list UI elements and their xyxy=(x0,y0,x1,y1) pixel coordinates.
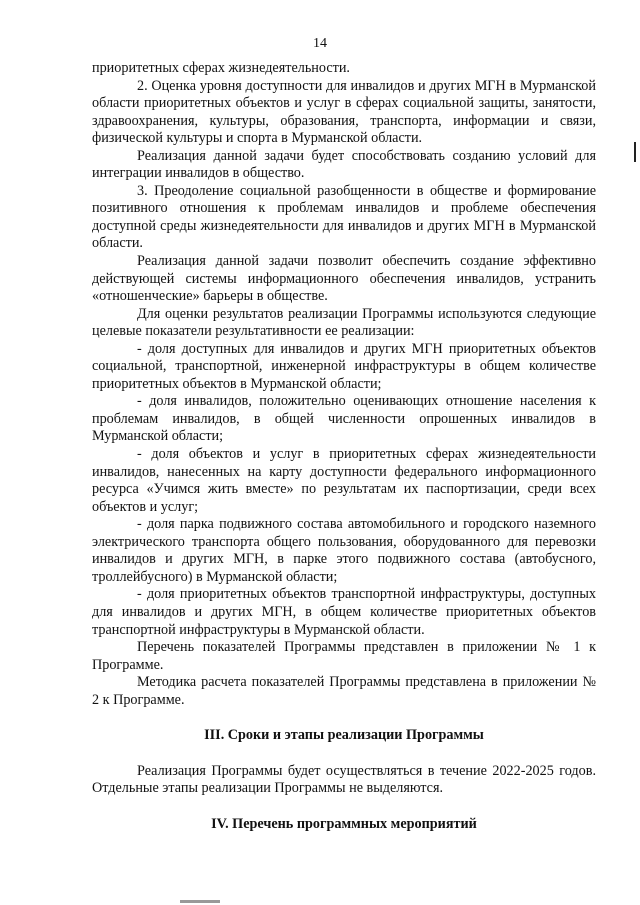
paragraph-task-3-result: Реализация данной задачи позволит обеспечить создание эффективно действующей системы информационного обеспечения инвалидов, устранить «отношенческие» барьеры в обществе. xyxy=(92,253,596,305)
indicator-item-4: - доля парка подвижного состава автомобильного и городского наземного электрического транспорта общего пользования, оборудованного для перевозки инвалидов и других МГН, в парке этого подвижного состава (автобусного, троллейбусного) в Мурманской области; xyxy=(92,516,596,585)
page-number: 14 xyxy=(313,36,327,51)
margin-mark xyxy=(634,142,636,162)
section-3-heading: III. Сроки и этапы реализации Программы xyxy=(204,727,484,744)
section-4-heading: IV. Перечень программных мероприятий xyxy=(211,815,477,832)
indicator-item-1: - доля доступных для инвалидов и других МГН приоритетных объектов социальной, транспортной, инженерной инфраструктуры в общем количестве приоритетных объектов в Мурманской области; xyxy=(92,340,596,392)
indicator-item-2: - доля инвалидов, положительно оценивающих отношение населения к проблемам инвалидов, в общей численности опрошенных инвалидов в Мурманской области; xyxy=(92,393,596,445)
scan-artifact xyxy=(180,900,220,903)
paragraph-appendix-1: Перечень показателей Программы представлен в приложении № 1 к Программе. xyxy=(92,639,596,673)
paragraph-continuation: приоритетных сферах жизнедеятельности. xyxy=(92,60,350,76)
paragraph-appendix-2: Методика расчета показателей Программы представлена в приложении № 2 к Программе. xyxy=(92,674,596,708)
paragraph-item-3: 3. Преодоление социальной разобщенности в обществе и формирование позитивного отношения к проблемам инвалидов и проблеме обеспечения доступной среды жизнедеятельности для инвалидов и других МГН в Мурманской области. xyxy=(92,182,596,252)
indicator-item-5: - доля приоритетных объектов транспортной инфраструктуры, доступных для инвалидов и других МГН, в общем количестве приоритетных объектов транспортной инфраструктуры в Мурманской области. xyxy=(92,586,596,638)
paragraph-indicators-intro: Для оценки результатов реализации Программы используются следующие целевые показатели результативности ее реализации: xyxy=(92,305,596,340)
paragraph-item-2: 2. Оценка уровня доступности для инвалидов и других МГН в Мурманской области приоритетных объектов и услуг в сферах социальной защиты, занятости, здравоохранения, культуры, образования, транспорта, информации и связи, физической культуры и спорта в Мурманской области. xyxy=(92,77,596,147)
indicator-item-3: - доля объектов и услуг в приоритетных сферах жизнедеятельности инвалидов, нанесенных на карту доступности федерального информационного ресурса «Учимся жить вместе» по результатам их паспортизации, среди всех объектов и услуг; xyxy=(92,446,596,515)
section-3-text: Реализация Программы будет осуществляться в течение 2022-2025 годов. Отдельные этапы реализации Программы не выделяются. xyxy=(92,762,596,797)
paragraph-task-2-result: Реализация данной задачи будет способствовать созданию условий для интеграции инвалидов в общество. xyxy=(92,147,596,182)
body-text xyxy=(92,60,596,851)
